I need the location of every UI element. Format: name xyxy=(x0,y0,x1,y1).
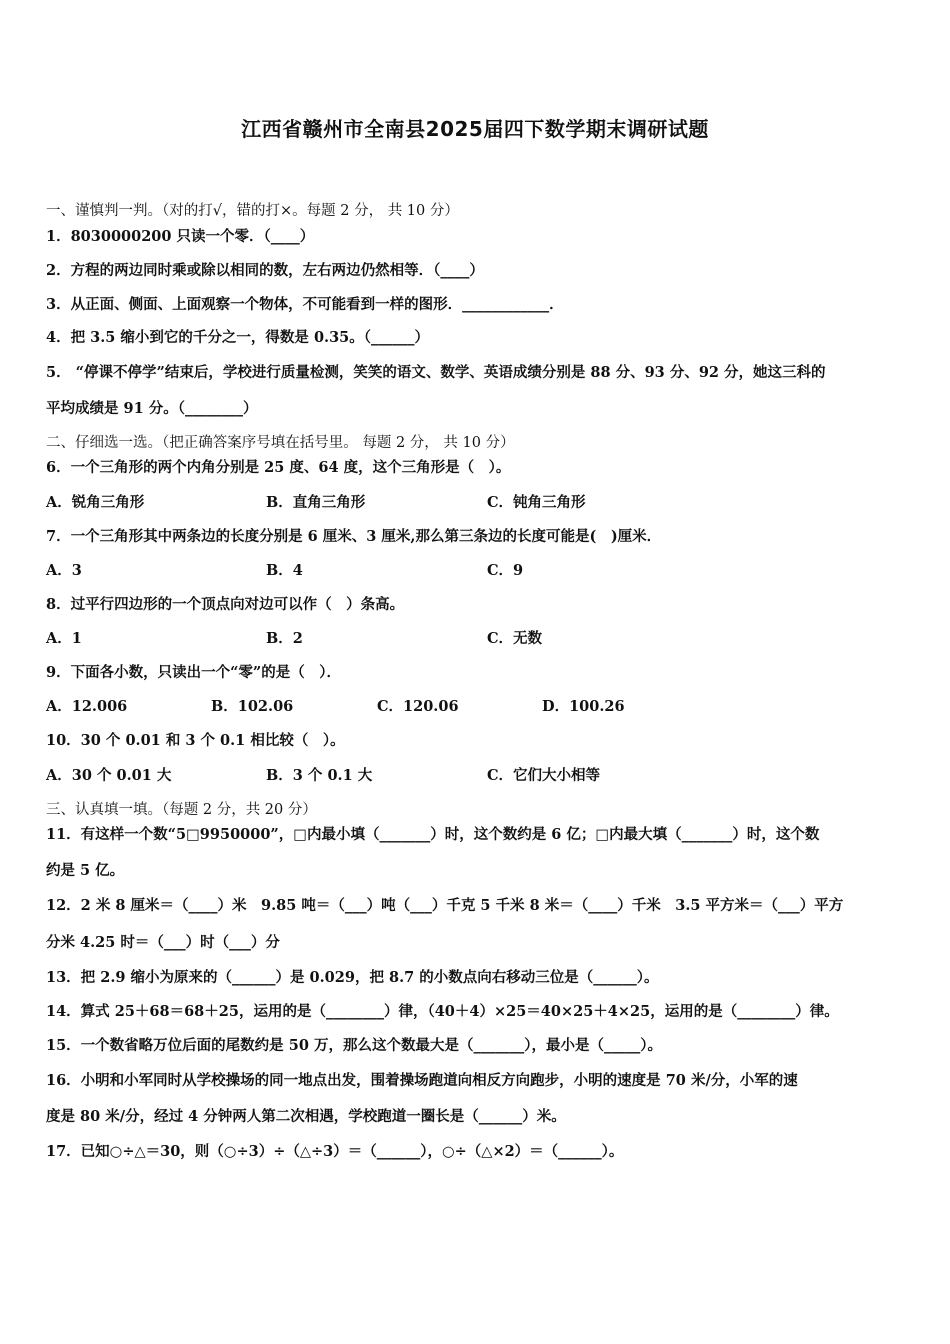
option-b: B．102.06 xyxy=(211,698,294,715)
question-14: 14．算式 25＋68＝68＋25，运用的是（________）律，（40＋4）×25＝40×25＋4×25，运用的是（________）律。 xyxy=(46,1003,839,1020)
question-10: 10．30 个 0.01 和 3 个 0.1 相比较（ ）。 xyxy=(46,732,345,749)
option-a: A．30 个 0.01 大 xyxy=(46,767,172,784)
question-8: 8．过平行四边形的一个顶点向对边可以作（ ）条高。 xyxy=(46,596,405,613)
question-2: 2．方程的两边同时乘或除以相同的数，左右两边仍然相等．（____） xyxy=(46,262,484,279)
option-a: A．锐角三角形 xyxy=(46,494,145,511)
question-4: 4．把 3.5 缩小到它的千分之一，得数是 0.35。（______） xyxy=(46,329,430,346)
question-13: 13．把 2.9 缩小为原来的（______）是 0.029，把 8.7 的小数点向右移动三位是（______）。 xyxy=(46,969,659,986)
option-d: D．100.26 xyxy=(542,698,625,715)
question-17: 17．已知○÷△＝30，则（○÷3）÷（△÷3）＝（______），○÷（△×2）＝（______）。 xyxy=(46,1143,624,1160)
section-heading-3: 三、认真填一填。（每题 2 分，共 20 分） xyxy=(46,802,317,818)
question-16-line-1: 16．小明和小军同时从学校操场的同一地点出发，围着操场跑道向相反方向跑步，小明的速度是 70 米/分，小军的速 xyxy=(46,1072,798,1089)
question-16-line-2: 度是 80 米/分，经过 4 分钟两人第二次相遇，学校跑道一圈长是（______）米。 xyxy=(46,1108,566,1125)
option-b: B．2 xyxy=(266,630,303,647)
section-heading-1: 一、谨慎判一判。（对的打√，错的打×。每题 2 分， 共 10 分） xyxy=(46,203,459,219)
question-9: 9．下面各小数，只读出一个“零”的是（ ）． xyxy=(46,664,342,681)
option-a: A．12.006 xyxy=(46,698,128,715)
page-title: 江西省赣州市全南县2025届四下数学期末调研试题 xyxy=(241,117,709,141)
option-c: C．它们大小相等 xyxy=(487,767,601,784)
option-b: B．4 xyxy=(266,562,303,579)
question-15: 15．一个数省略万位后面的尾数约是 50 万，那么这个数最大是（_______），最小是（_____）。 xyxy=(46,1037,662,1054)
option-a: A．1 xyxy=(46,630,82,647)
option-c: C．9 xyxy=(487,562,524,579)
question-7: 7．一个三角形其中两条边的长度分别是 6 厘米、3 厘米,那么第三条边的长度可能是( )厘米． xyxy=(46,528,662,545)
option-a: A．3 xyxy=(46,562,82,579)
option-c: C．120.06 xyxy=(377,698,459,715)
option-c: C．无数 xyxy=(487,630,543,647)
question-11-line-2: 约是 5 亿。 xyxy=(46,862,125,879)
question-1: 1．8030000200 只读一个零．（____） xyxy=(46,228,315,245)
question-3: 3．从正面、侧面、上面观察一个物体，不可能看到一样的图形．____________． xyxy=(46,296,564,313)
question-5-line-1: 5． “停课不停学”结束后，学校进行质量检测，笑笑的语文、数学、英语成绩分别是 88 分、93 分、92 分，她这三科的 xyxy=(46,364,826,381)
option-b: B．3 个 0.1 大 xyxy=(266,767,373,784)
option-b: B．直角三角形 xyxy=(266,494,366,511)
question-12-line-2: 分米 4.25 时＝（___）时（___）分 xyxy=(46,934,280,951)
option-c: C．钝角三角形 xyxy=(487,494,586,511)
question-11-line-1: 11．有这样一个数“5□9950000”，□内最小填（_______）时，这个数约是 6 亿；□内最大填（_______）时，这个数 xyxy=(46,826,820,843)
question-5-line-2: 平均成绩是 91 分。（________） xyxy=(46,400,258,417)
question-12-line-1: 12．2 米 8 厘米＝（____）米 9.85 吨＝（___）吨（___）千克 5 千米 8 米＝（____）千米 3.5 平方米＝（___）平方 xyxy=(46,897,844,914)
question-6: 6．一个三角形的两个内角分别是 25 度、64 度，这个三角形是（ ）。 xyxy=(46,459,511,476)
section-heading-2: 二、仔细选一选。（把正确答案序号填在括号里。 每题 2 分， 共 10 分） xyxy=(46,435,515,451)
